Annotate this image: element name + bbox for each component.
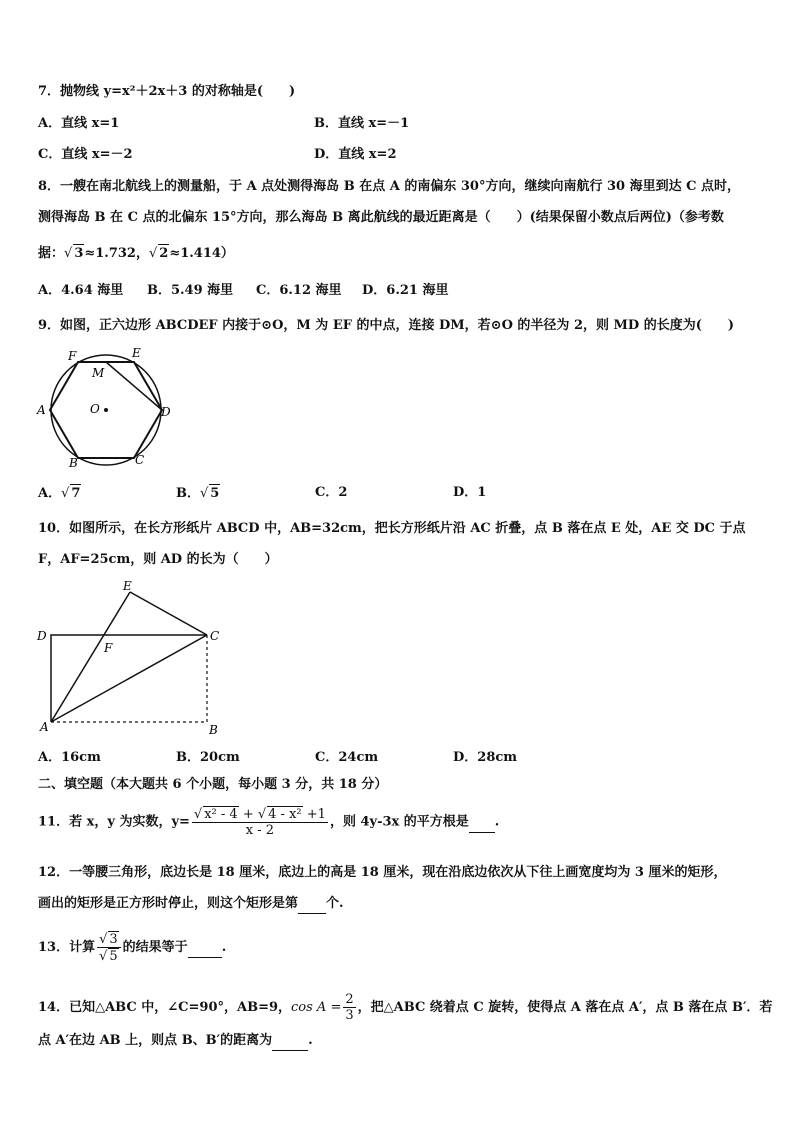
q10-line1: 10．如图所示，在长方形纸片 ABCD 中，AB=32cm，把长方形纸片沿 AC 折叠，点 B 落在点 E 处，AE 交 DC 于点 — [38, 521, 746, 536]
q11-end: . — [494, 814, 500, 830]
label-d: D — [161, 405, 171, 419]
center-point — [104, 408, 108, 412]
q11-denominator: x - 2 — [245, 823, 275, 838]
q14-cos: cos A = — [291, 1000, 342, 1015]
q9-opt-b-radicand: 5 — [210, 486, 220, 501]
q8-sqrt3: 3 — [74, 246, 84, 261]
q9-option-a — [38, 484, 81, 503]
label-a: A — [37, 403, 46, 417]
q14-line1 — [38, 992, 772, 1023]
q12-line2-prefix: 画出的矩形是正方形时停止，则这个矩形是第 — [38, 896, 299, 911]
q10-option-b: B．20cm — [176, 750, 240, 765]
answer-blank — [298, 895, 326, 914]
q9-opt-a-radicand: 7 — [71, 486, 81, 501]
q8-approx2: ≈1.414） — [169, 246, 234, 261]
label-e: E — [132, 346, 141, 360]
q7-stem: 7．抛物线 y=x²＋2x＋3 的对称轴是( ) — [38, 84, 296, 99]
q8-line1: 8．一艘在南北航线上的测量船，于 A 点处测得海岛 B 在点 A 的南偏东 30°方向，继续向南航行 30 海里到达 C 点时， — [38, 179, 741, 194]
q13-numerator — [97, 931, 121, 948]
q7-option-d: D．直线 x=2 — [314, 147, 397, 162]
segment-ae — [51, 592, 130, 722]
radical-sign: √ — [148, 246, 158, 261]
label-f: F — [68, 349, 77, 363]
q13-post: 的结果等于 — [122, 940, 188, 955]
q11-prefix: 11．若 x，y 为实数，y= — [38, 814, 190, 830]
option-a-label: A． — [38, 486, 62, 501]
answer-blank — [469, 814, 495, 833]
q11-fraction — [192, 806, 328, 838]
q14-line2 — [38, 1032, 313, 1051]
q7-option-a: A．直线 x=1 — [38, 116, 120, 131]
q8-line3-prefix: 据： — [38, 246, 65, 261]
radical-sign: √ — [99, 932, 108, 947]
q9-option-d: D．1 — [453, 485, 487, 500]
answer-blank — [272, 1032, 308, 1051]
label-a: A — [40, 720, 49, 734]
label-f: F — [104, 641, 113, 655]
q7-option-b: B．直线 x=－1 — [314, 116, 410, 131]
q10-option-d: D．28cm — [453, 750, 518, 765]
q14-end: . — [308, 1033, 313, 1048]
q11-num-tail: +1 — [302, 807, 326, 822]
q8-option-c: C．6.12 海里 — [256, 283, 342, 298]
radical-sign: √ — [257, 807, 267, 822]
q8-line3 — [38, 244, 234, 263]
q12-line2-suffix: 个. — [326, 896, 344, 911]
q12-line2 — [38, 895, 344, 914]
q14-denominator: 3 — [345, 1008, 354, 1023]
q13-denominator — [97, 948, 121, 964]
q11-line — [38, 806, 499, 838]
q9-option-c: C．2 — [315, 485, 348, 500]
q9-option-b — [176, 484, 220, 503]
radical-sign: √ — [193, 807, 203, 822]
q9-hexagon-figure — [34, 342, 174, 472]
label-d: D — [37, 629, 47, 643]
radical-sign: √ — [200, 486, 209, 501]
q8-approx3: ≈1.732， — [84, 246, 149, 261]
q10-line2: F，AF=25cm，则 AD 的长为（ ） — [38, 552, 278, 567]
q10-rectangle-figure — [34, 578, 229, 738]
option-b-label: B． — [176, 486, 200, 501]
q10-option-a: A．16cm — [38, 750, 101, 765]
q11-numerator — [192, 806, 328, 823]
q8-sqrt2: 2 — [159, 246, 169, 261]
q12-line1: 12．一等腰三角形，底边长是 18 厘米，底边上的高是 18 厘米，现在沿底边依次从下往上画宽度均为 3 厘米的矩形， — [38, 865, 727, 880]
label-e: E — [123, 579, 132, 593]
q8-option-b: B．5.49 海里 — [147, 283, 234, 298]
radical-sign: √ — [99, 949, 108, 964]
label-m: M — [92, 366, 105, 380]
q9-stem: 9．如图，正六边形 ABCDEF 内接于⊙O，M 为 EF 的中点，连接 DM，若⊙O 的半径为 2，则 MD 的长度为( ) — [38, 318, 735, 333]
q13-end: . — [221, 940, 227, 955]
q14-prefix: 14．已知△ABC 中，∠C=90°，AB=9， — [38, 1000, 292, 1015]
q14-fraction — [343, 992, 355, 1023]
q11-radicand2: 4 - x² — [268, 807, 302, 822]
section-heading: 二、填空题（本大题共 6 个小题，每小题 3 分，共 18 分） — [38, 777, 388, 792]
label-b: B — [209, 723, 218, 737]
q14-numerator: 2 — [345, 992, 354, 1007]
q13-num-radicand: 3 — [109, 932, 118, 947]
q13-fraction — [97, 931, 121, 964]
label-b: B — [69, 456, 78, 470]
label-o: O — [90, 402, 100, 416]
q7-option-c: C．直线 x=－2 — [38, 147, 133, 162]
label-c: C — [135, 453, 145, 467]
q10-option-c: C．24cm — [315, 750, 379, 765]
segment-ec — [130, 592, 207, 635]
radical-sign: √ — [61, 486, 70, 501]
q8-option-a: A．4.64 海里 — [38, 283, 124, 298]
diagonal-ac — [51, 635, 207, 722]
q11-post: ，则 4y-3x 的平方根是 — [329, 814, 469, 830]
q13-den-radicand: 5 — [109, 949, 118, 964]
radical-sign: √ — [64, 246, 73, 261]
label-c: C — [210, 629, 220, 643]
q8-line2: 测得海岛 B 在 C 点的北偏东 15°方向，那么海岛 B 离此航线的最近距离是（ ）(结果保留小数点后两位)（参考数 — [38, 210, 724, 225]
q8-option-d: D．6.21 海里 — [362, 283, 449, 298]
q11-radicand1: x² - 4 — [204, 807, 238, 822]
q13-prefix: 13．计算 — [38, 940, 96, 955]
answer-blank — [188, 939, 222, 958]
q13-line — [38, 931, 226, 964]
q11-plus: + — [238, 807, 258, 822]
q14-post: ，把△ABC 绕着点 C 旋转，使得点 A 落在点 A′，点 B 落在点 B′．若 — [357, 1000, 773, 1015]
q14-line2-prefix: 点 A′在边 AB 上，则点 B、B′的距离为 — [38, 1033, 273, 1048]
segment-dm — [106, 362, 162, 410]
